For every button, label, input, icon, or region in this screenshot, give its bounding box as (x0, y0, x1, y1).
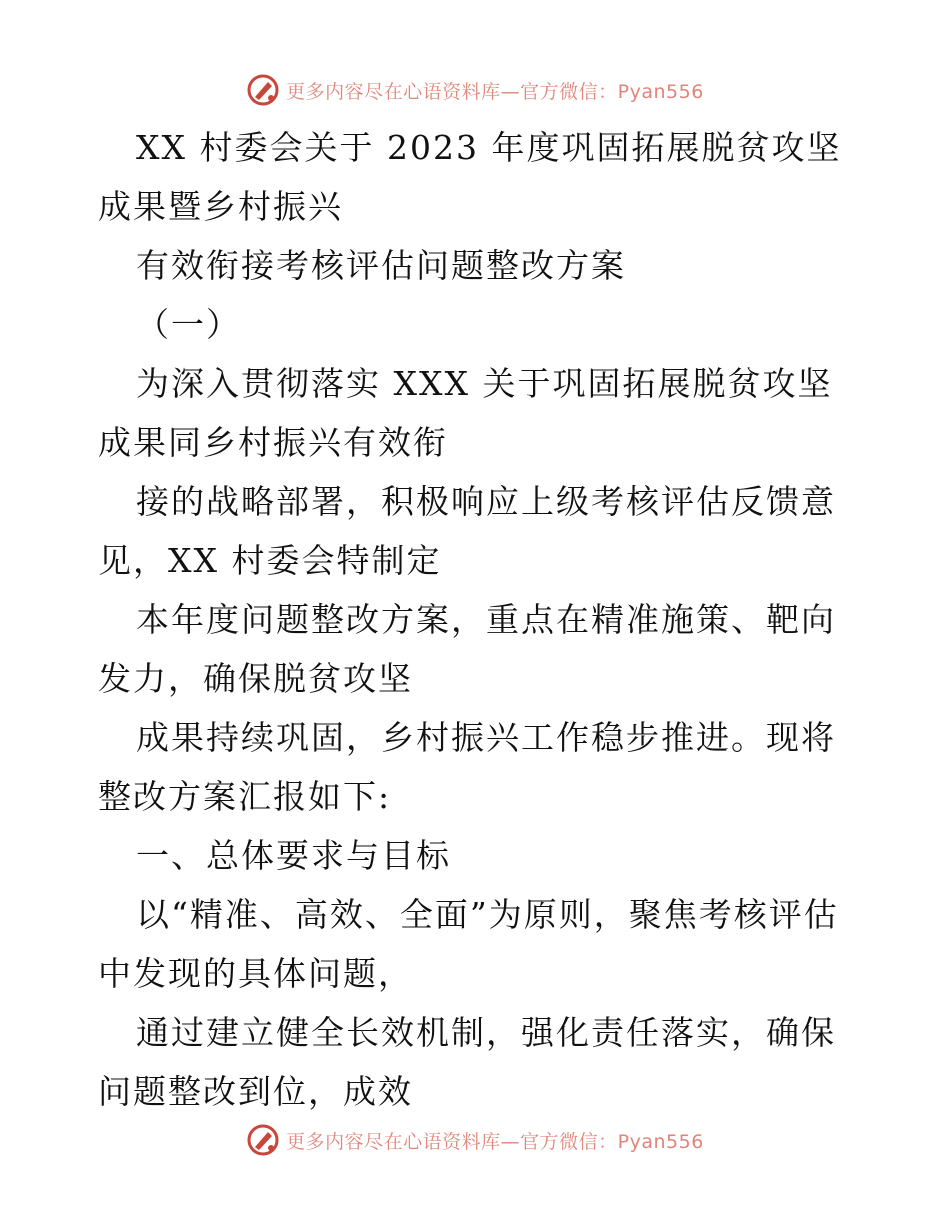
logo-icon (246, 73, 280, 107)
section-marker: （一） (136, 305, 241, 344)
watermark-text: 更多内容尽在心语资料库—官方微信：Pyan556 (286, 80, 704, 103)
body-paragraph: 接的战略部署，积极响应上级考核评估反馈意见，XX 村委会特制定 (98, 482, 836, 580)
doc-title-line-1: XX 村委会关于 2023 年度巩固拓展脱贫攻坚成果暨乡村振兴 (98, 128, 842, 226)
body-paragraph: 通过建立健全长效机制，强化责任落实，确保问题整改到位，成效 (98, 1013, 836, 1111)
body-paragraph: 本年度问题整改方案，重点在精准施策、靶向发力，确保脱贫攻坚 (98, 600, 836, 698)
body-paragraph: 以“精准、高效、全面”为原则，聚焦考核评估中发现的具体问题， (98, 895, 839, 993)
watermark-header (0, 70, 950, 110)
doc-title-line-2: 有效衔接考核评估问题整改方案 (136, 246, 626, 285)
section-heading: 一、总体要求与目标 (136, 836, 451, 875)
watermark-footer (0, 1120, 950, 1160)
body-paragraph: 成果持续巩固，乡村振兴工作稳步推进。现将整改方案汇报如下: (98, 718, 836, 816)
logo-icon (246, 1123, 280, 1157)
body-paragraph: 为深入贯彻落实 XXX 关于巩固拓展脱贫攻坚成果同乡村振兴有效衔 (98, 364, 833, 462)
document-body (98, 118, 858, 1121)
watermark-text: 更多内容尽在心语资料库—官方微信：Pyan556 (286, 1130, 704, 1153)
